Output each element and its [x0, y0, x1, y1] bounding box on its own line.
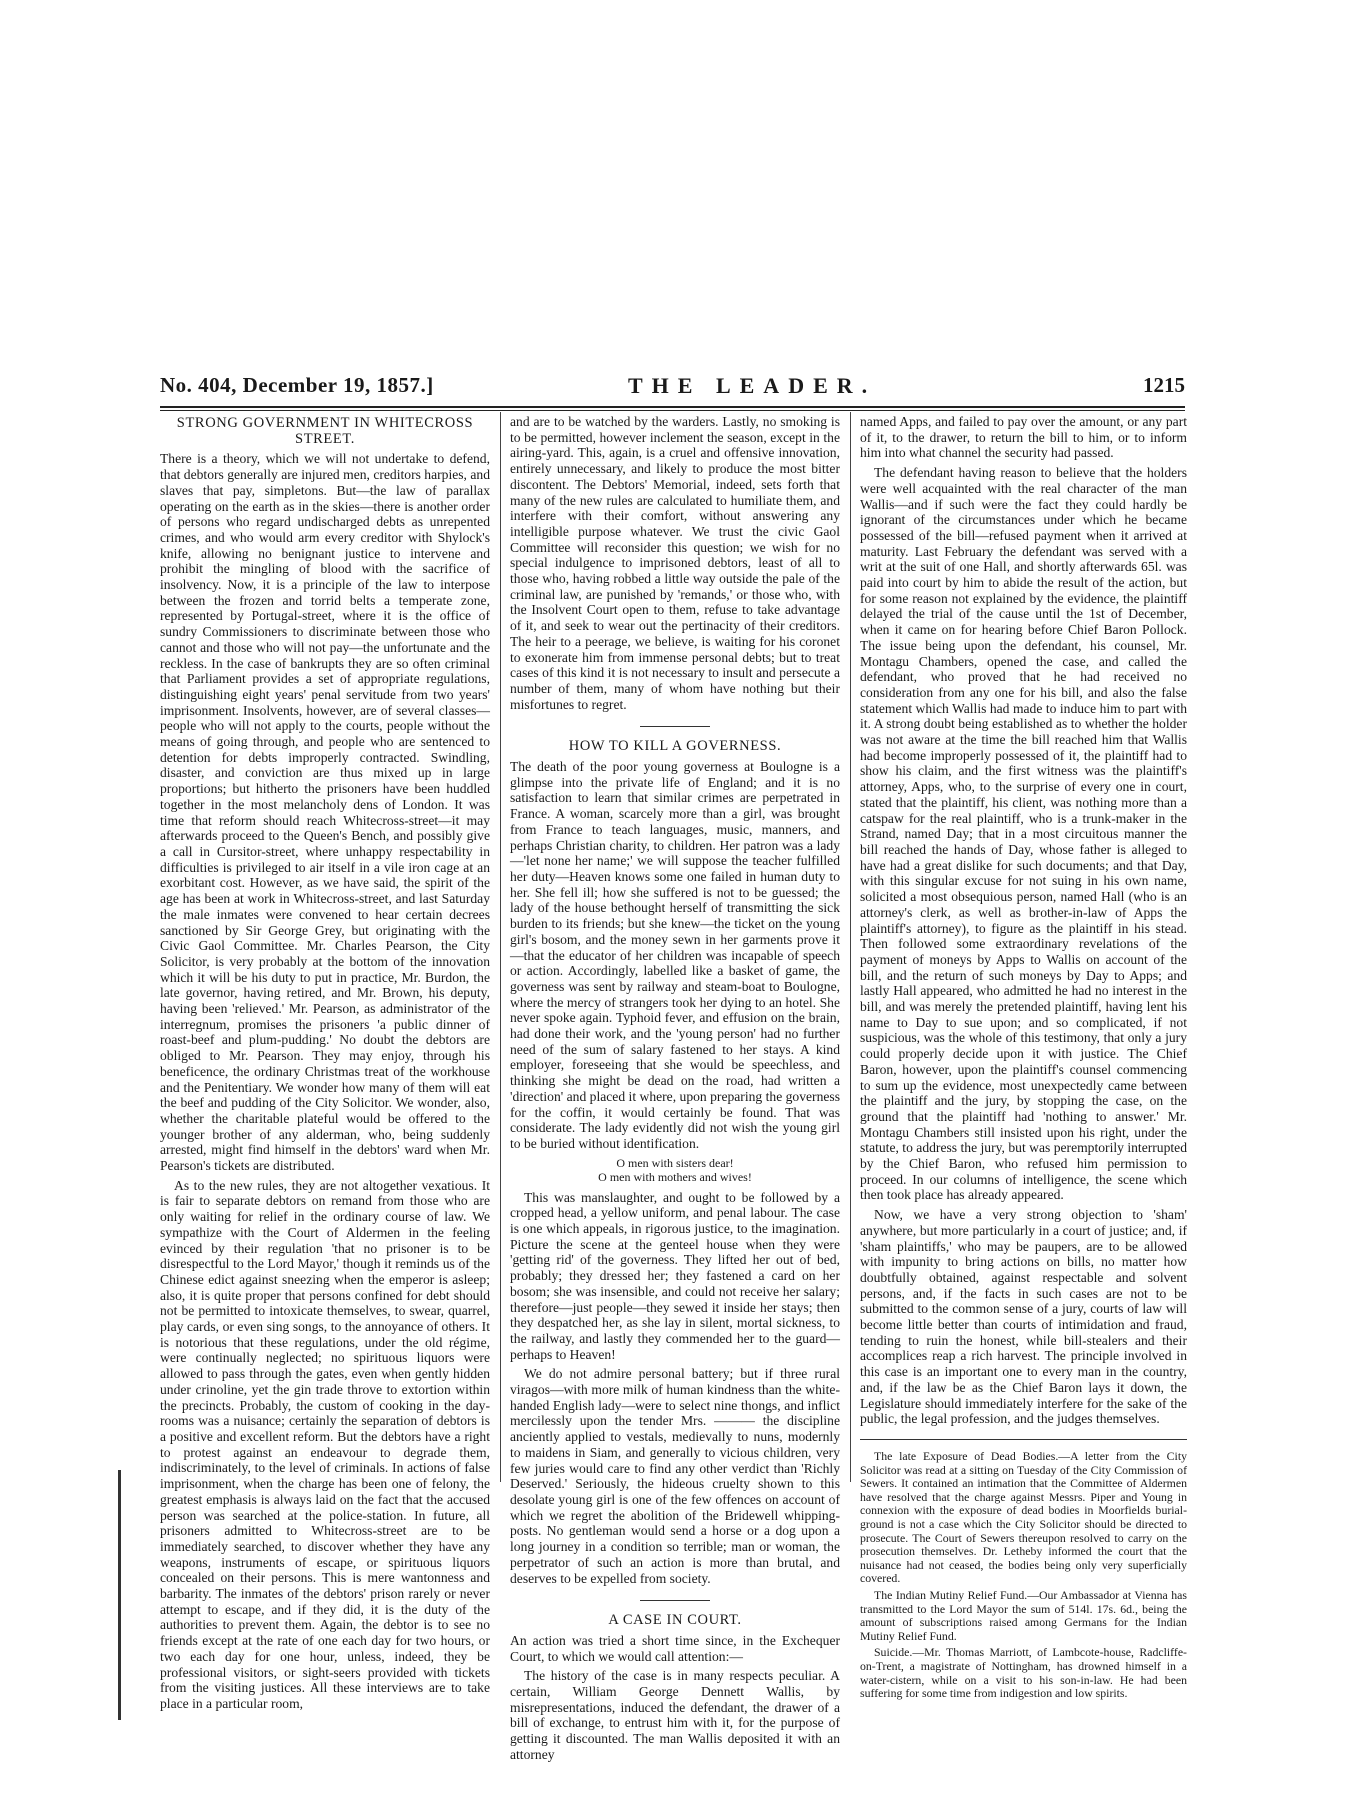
section-separator: [860, 1439, 1187, 1440]
column-2: [510, 414, 840, 1762]
article-paragraph: The history of the case is in many respects peculiar. A certain, William George Dennett Wallis, by misrepresentations, induced the defendant, the drawer of a bill of exchange, to entrust him with it, for the purpose of getting it discounted. The man Wallis deposited it with an attorney: [510, 1668, 840, 1762]
column-divider: [500, 412, 501, 1482]
column-1: [160, 414, 490, 1711]
header-rule-thin: [160, 410, 1185, 411]
news-note: The late Exposure of Dead Bodies.—A letter from the City Solicitor was read at a sitting on Tuesday of the City Commission of Sewers. It contained an intimation that the Committee of Aldermen have resolved that the charge against Messrs. Piper and Young in connexion with the exposure of dead bodies in Moorfields burial-ground is not a case which the City Solicitor should be directed to prosecute. The Court of Sewers thereupon resolved to carry on the prosecution themselves. Dr. Letheby informed the court that the nuisance had not ceased, the bodies being only very superficially covered.: [860, 1449, 1187, 1586]
news-note: Suicide.—Mr. Thomas Marriott, of Lambcote-house, Radcliffe-on-Trent, a magistrate of Nottingham, has drowned himself in a water-cistern, while on a visit to his son-in-law. He had been suffering for some time from indigestion and low spirits.: [860, 1645, 1187, 1701]
news-notes: [860, 1450, 1187, 1701]
news-note: The Indian Mutiny Relief Fund.—Our Ambassador at Vienna has transmitted to the Lord Mayor the sum of 514l. 17s. 6d., being the amount of subscriptions raised among Germans for the Indian Mutiny Relief Fund.: [860, 1587, 1187, 1643]
article-separator: [640, 726, 710, 727]
header-rule: [160, 406, 1185, 408]
column-divider: [850, 412, 851, 1482]
article-paragraph: The defendant having reason to believe that the holders were well acquainted with the real character of the man Wallis—and if such were the fact they could hardly be ignorant of the circumstances under which he became possessed of the bill—refused payment when it arrived at maturity. Last February the defendant was served with a writ at the suit of one Hall, and shortly afterwards 65l. was paid into court by him to abide the result of the action, but for some reason not explained by the evidence, the plaintiff delayed the trial of the cause until the 1st of December, when it came on for hearing before Chief Baron Pollock. The issue being upon the defendant, his counsel, Mr. Montagu Chambers, opened the case, and called the defendant, who proved that he had received no consideration from any one for his bill, and also the false statement which Wallis had made to induce him to part with it. A strong doubt being established as to whether the holder was not aware at the time the bill reached him that Wallis had become improperly possessed of it, the plaintiff had to show his claim, and the first witness was the plaintiff's attorney, Apps, who, to the surprise of every one in court, stated that the plaintiff, his client, was nothing more than a catspaw for the real plaintiff, who is a trunk-maker in the Strand, named Day; that in a most circuitous manner the bill reached the hands of Day, whose father is alleged to have had a great dislike for such documents; and that Day, with this singular excuse for not suing in his own name, solicited a most obsequious person, named Hall (who is an attorney's clerk, as well as brother-in-law of Apps the plaintiff's attorney), to figure as the plaintiff in his stead. Then followed some extraordinary revelations of the payment of moneys by Apps to Wallis on account of the bill, and the return of such moneys by Day to Apps; and lastly Hall appeared, who admitted he had no interest in the bill, and was merely the pretended plaintiff, having lent his name to Day to sue upon; and so complicated, if not suspicious, was the whole of this testimony, that only a jury could properly decide upon it with justice. The Chief Baron, however, upon the plaintiff's counsel commencing to sum up the evidence, most unexpectedly came between the plaintiff and the jury, by stopping the case, on the ground that the plaintiff had 'nothing to answer.' Mr. Montagu Chambers still insisted upon his right, under the statute, to address the jury, but was peremptorily interrupted by the Chief Baron, who refused him permission to proceed. In our columns of intelligence, the scene which then took place has already appeared.: [860, 465, 1187, 1203]
article-paragraph: An action was tried a short time since, in the Exchequer Court, to which we would call attention:—: [510, 1632, 840, 1664]
article-paragraph: As to the new rules, they are not altogether vexatious. It is fair to separate debtors on remand from those who are only waiting for relief in the ordinary course of law. We sympathize with the Court of Aldermen in the feeling evinced by their regulation 'that no prisoner is to be disrespectful to the Lord Mayor,' though it reminds us of the Chinese edict against sneezing when the emperor is asleep; also, it is quite proper that persons confined for debt should not be permitted to intoxicate themselves, to swear, quarrel, play cards, or even sing songs, to the annoyance of others. It is notorious that these regulations, under the old régime, were continually neglected; no spirituous liquors were allowed to pass through the gates, even when gently hidden under crinoline, yet the gin trade throve to extortion within the precincts. Probably, the custom of cooking in the day-rooms was a nuisance; certainly the separation of debtors is a positive and excellent reform. But the debtors have a right to protest against an endeavour to degrade them, indiscriminately, to the level of criminals. In actions of false imprisonment, when the charge has been one of felony, the greatest emphasis is always laid on the fact that the accused person was searched at the police-station. In future, all prisoners admitted to Whitecross-street are to be immediately searched, to discover whether they have any weapons, instruments of escape, or spirituous liquors concealed on their persons. This is mere wantonness and barbarity. The inmates of the debtors' prison rarely or never attempt to escape, and if they did, it is the duty of the authorities to prevent them. Again, the debtor is to see no friends except at the rate of one each day for two hours, or two each day for one hour, unless, indeed, they be professional visitors, or sight-seers provided with tickets from the visiting justices. All these interviews are to take place in a particular room,: [160, 1177, 490, 1711]
article-separator: [640, 1600, 710, 1601]
article-paragraph: and are to be watched by the warders. Lastly, no smoking is to be permitted, however inclement the season, except in the airing-yard. This, again, is a cruel and offensive innovation, entirely unnecessary, and likely to produce the most bitter discontent. The Debtors' Memorial, indeed, sets forth that many of the new rules are calculated to humiliate them, and interfere with their comfort, without answering any intelligible purpose whatever. We trust the civic Gaol Committee will reconsider this question; we wish for no special indulgence to imprisoned debtors, least of all to those who, having robbed a little way outside the pale of the criminal law, are punished by 'remands,' or those who, with the Insolvent Court open to them, refuse to take advantage of it, and seek to wear out the pertinacity of their creditors. The heir to a peerage, we believe, is waiting for his coronet to exonerate him from immense personal debts; but to treat cases of this kind it is not necessary to insult and persecute a number of them, many of whom have nothing but their misfortunes to regret.: [510, 414, 840, 712]
article-heading: STRONG GOVERNMENT IN WHITECROSS STREET.: [176, 415, 474, 447]
verse-line: O men with sisters dear!: [616, 1155, 734, 1170]
verse-quote: [510, 1156, 840, 1184]
binding-margin-mark: [118, 1470, 121, 1720]
article-heading: A CASE IN COURT.: [608, 1612, 742, 1629]
article-heading: HOW TO KILL A GOVERNESS.: [568, 738, 782, 755]
article-paragraph: This was manslaughter, and ought to be followed by a cropped head, a yellow uniform, and penal labour. The case is one which appeals, in rigorous justice, to the imagination. Picture the scene at the genteel house when they were 'getting rid' of the governess. They lifted her out of bed, probably; they dressed her; they fastened a card on her bosom; she was insensible, and could not receive her salary; therefore—just people—they sewed it inside her stays; then they despatched her, as she lay in silent, mortal sickness, to the railway, and lastly they commended her to the guard—perhaps to Heaven!: [510, 1189, 840, 1362]
article-paragraph: The death of the poor young governess at Boulogne is a glimpse into the private life of England; and it is no satisfaction to learn that similar crimes are perpetrated in France. A woman, scarcely more than a girl, was brought from France to teach languages, music, manners, and perhaps Christian charity, to children. Her patron was a lady—'let none her name;' we will suppose the teacher fulfilled her duty—Heaven knows some one failed in human duty to her. She fell ill; how she suffered is not to be guessed; the lady of the house bethought herself of transmitting the sick burden to its friends; but she knew—the ticket on the young girl's bosom, and the money sewn in her garments prove it—that the educator of her children was incapable of speech or action. Accordingly, labelled like a basket of game, the governess was sent by railway and steam-boat to Boulogne, where the mercy of strangers took her dying to an hotel. She never spoke again. Typhoid fever, and effusion on the brain, had done their work, and the 'young person' had no further need of the sum of salary fastened to her stays. A kind employer, foreseeing that she would be speechless, and thinking she might be dead on the road, had written a 'direction' and placed it where, upon preparing the governess for the coffin, it would certainly be found. That was considerate. The lady evidently did not wish the young girl to be buried without identification.: [510, 759, 840, 1151]
verse-line: O men with mothers and wives!: [598, 1169, 752, 1184]
issue-date: No. 404, December 19, 1857.]: [160, 373, 434, 397]
page-header: [160, 373, 1185, 407]
column-3: [860, 414, 1187, 1701]
masthead-title: THE LEADER.: [628, 373, 877, 398]
article-paragraph: There is a theory, which we will not undertake to defend, that debtors generally are injured men, creditors harpies, and slaves that pay, simpletons. But—the law of parallax operating on the earth as in the skies—there is another order of persons who regard undischarged debts as unrepented crimes, and who would arm every creditor with Shylock's knife, allowing no benignant justice to intervene and prohibit the mingling of blood with the sacrifice of insolvency. Now, it is a principle of the law to interpose between the frozen and torrid belts a temperate zone, represented by Portugal-street, where it is the office of sundry Commissioners to discriminate between those who cannot and those who will not pay—the unfortunate and the reckless. In the case of bankrupts they are so often criminal that Parliament provides a set of appropriate regulations, distinguishing eight years' penal servitude from two years' imprisonment. Insolvents, however, are of several classes—people who will not apply to the courts, people without the means of going through, and people who are sentenced to detention for debts improperly contracted. Swindling, disaster, and conviction are thus mixed up in large proportions; but hitherto the prisoners have been huddled together in the most melancholy dens of London. It was time that reform should reach Whitecross-street—it may afterwards proceed to the Queen's Bench, and possibly give a call in Cursitor-street, where unhappy respectability in difficulties is privileged to air itself in a vile iron cage at an exorbitant cost. However, as we have said, the spirit of the age has been at work in Whitecross-street, and last Saturday the male inmates were convened to hear certain decrees sanctioned by Sir George Grey, but originating with the Civic Gaol Committee. Mr. Charles Pearson, the City Solicitor, is very probably at the bottom of the innovation which it will be his duty to put in practice, Mr. Burdon, the late governor, having retired, and Mr. Brown, his deputy, having been 'relieved.' Mr. Pearson, as administrator of the interregnum, promises the prisoners 'a public dinner of roast-beef and plum-pudding.' No doubt the debtors are obliged to Mr. Pearson. They may enjoy, through his beneficence, the ordinary Christmas treat of the workhouse and the Penitentiary. We wonder how many of them will eat the beef and pudding of the City Solicitor. We wonder, also, whether the charitable plateful would be offered to the younger brother of any alderman, who, being suddenly arrested, might find himself in the debtors' ward when Mr. Pearson's tickets are distributed.: [160, 451, 490, 1174]
article-paragraph: named Apps, and failed to pay over the amount, or any part of it, to the drawer, to return the bill to him, or to inform him into what channel the security had passed.: [860, 414, 1187, 461]
article-paragraph: We do not admire personal battery; but if three rural viragos—with more milk of human kindness than the white-handed English lady—were to select nine thongs, and inflict mercilessly upon the tender Mrs. ——— the discipline anciently applied to vestals, medievally to nuns, modernly to maidens in Siam, and generally to vicious children, very few juries would care to find any other verdict than 'Richly Deserved.' Seriously, the hideous cruelty shown to this desolate young girl is one of the few offences on account of which we regret the abolition of the Bridewell whipping-posts. No gentleman would send a horse or a dog upon a long journey in a condition so terrible; man or woman, the perpetrator of such an action is more than brutal, and deserves to be expelled from society.: [510, 1366, 840, 1586]
article-paragraph: Now, we have a very strong objection to 'sham' anywhere, but more particularly in a court of justice; and, if 'sham plaintiffs,' who may be paupers, are to be allowed with impunity to bring actions on bills, no matter how doubtfully obtained, against respectable and solvent persons, and, if the facts in such cases are not to be submitted to the common sense of a jury, courts of law will become little better than courts of intimidation and fraud, tending to ruin the honest, while bill-stealers and their accomplices reap a rich harvest. The principle involved in this case is an important one to every man in the country, and, if the law be as the Chief Baron lays it down, the Legislature should immediately interfere for the sake of the public, the legal profession, and the judges themselves.: [860, 1207, 1187, 1427]
page-number: 1215: [1143, 373, 1185, 397]
